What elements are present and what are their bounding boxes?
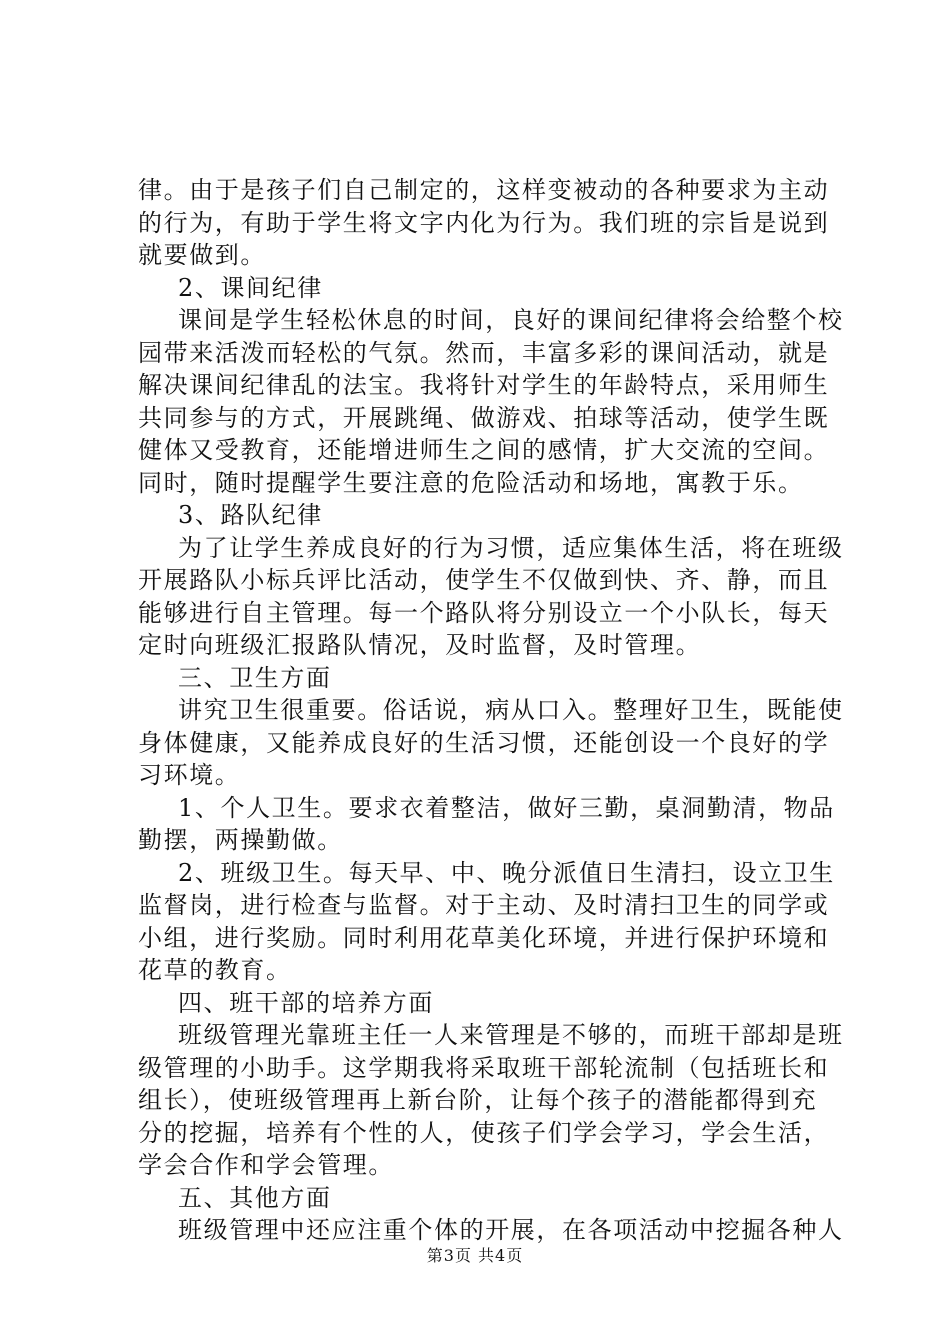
body-line: 的行为，有助于学生将文字内化为行为。我们班的宗旨是说到 [138,208,830,237]
document-body [138,174,844,1247]
body-line: 分的挖掘，培养有个性的人，使孩子们学会学习，学会生活， [138,1118,830,1147]
body-line: 健体又受教育，还能增进师生之间的感情，扩大交流的空间。 [138,436,830,464]
body-line: 同时，随时提醒学生要注意的危险活动和场地，寓教于乐。 [138,468,804,497]
body-line: 开展路队小标兵评比活动，使学生不仅做到快、齐、静，而且 [138,566,830,594]
body-line: 解决课间纪律乱的法宝。我将针对学生的年龄特点，采用师生 [138,371,830,399]
paragraph-first-line: 为了让学生养成良好的行为习惯，适应集体生活，将在班级 [178,533,844,562]
body-line: 就要做到。 [138,241,266,269]
body-line: 学会合作和学会管理。 [138,1151,394,1179]
body-line: 小组，进行奖励。同时利用花草美化环境，并进行保护环境和 [138,923,830,952]
body-line: 组长），使班级管理再上新台阶，让每个孩子的潜能都得到充 [138,1086,818,1114]
body-line: 勤摆，两操勤做。 [138,826,343,854]
section-heading: 三、卫生方面 [178,663,332,692]
body-line: 级管理的小助手。这学期我将采取班干部轮流制（包括班长和 [138,1053,830,1082]
body-line: 习环境。 [138,761,241,789]
section-heading: 五、其他方面 [178,1183,332,1212]
section-heading: 2、课间纪律 [178,273,323,302]
paragraph-first-line: 课间是学生轻松休息的时间，良好的课间纪律将会给整个校 [178,306,844,334]
body-line: 园带来活泼而轻松的气氛。然而，丰富多彩的课间活动，就是 [138,338,830,367]
paragraph-first-line: 班级管理光靠班主任一人来管理是不够的，而班干部却是班 [178,1021,844,1049]
body-line: 监督岗，进行检查与监督。对于主动、及时清扫卫生的同学或 [138,891,830,919]
page-number-footer: 第3页 共4页 [426,1246,524,1265]
body-line: 律。由于是孩子们自己制定的，这样变被动的各种要求为主动 [138,176,830,204]
paragraph-first-line: 2、班级卫生。每天早、中、晚分派值日生清扫，设立卫生 [178,858,835,887]
body-line: 能够进行自主管理。每一个路队将分别设立一个小队长，每天 [138,598,830,627]
section-heading: 四、班干部的培养方面 [178,988,434,1017]
body-line: 共同参与的方式，开展跳绳、做游戏、拍球等活动，使学生既 [138,403,830,432]
body-line: 花草的教育。 [138,956,292,984]
section-heading: 3、路队纪律 [178,501,323,529]
paragraph-first-line: 班级管理中还应注重个体的开展，在各项活动中挖掘各种人 [178,1216,844,1244]
paragraph-first-line: 1、个人卫生。要求衣着整洁，做好三勤，桌洞勤清，物品 [178,793,835,822]
body-line: 身体健康，又能养成良好的生活习惯，还能创设一个良好的学 [138,728,830,757]
paragraph-first-line: 讲究卫生很重要。俗话说，病从口入。整理好卫生，既能使 [178,696,844,724]
body-line: 定时向班级汇报路队情况，及时监督，及时管理。 [138,631,702,659]
